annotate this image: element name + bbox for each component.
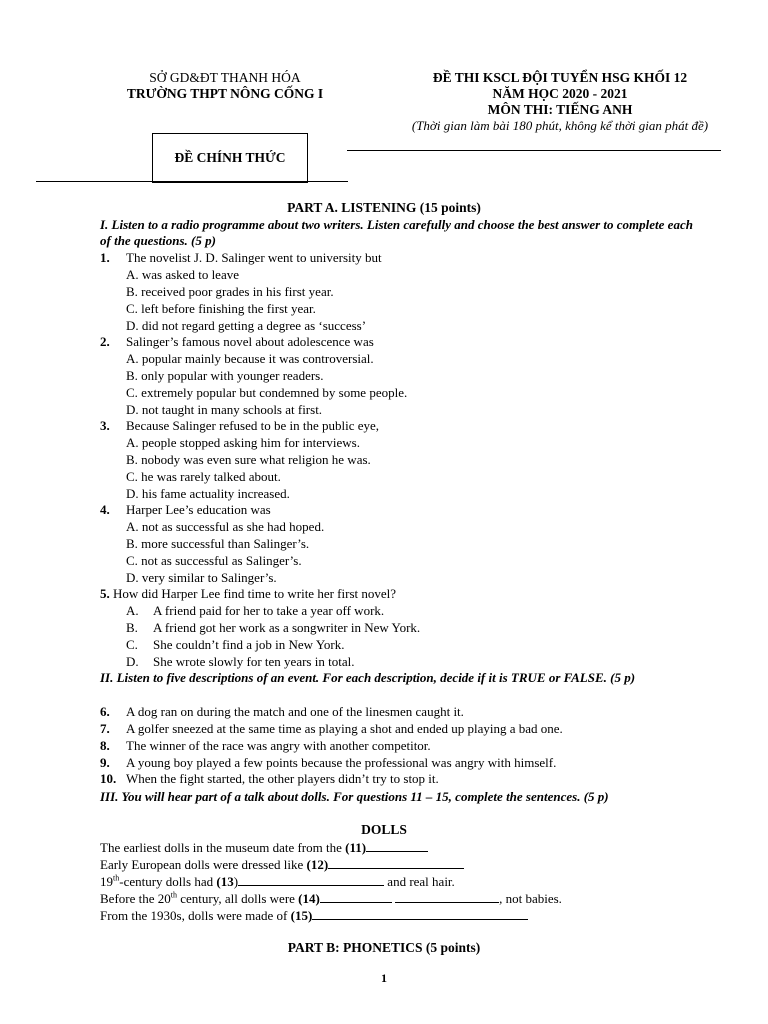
q2-option-b: B. only popular with younger readers. [126, 368, 324, 383]
time-allowed: (Thời gian làm bài 180 phút, không kể thời gian phát đề) [411, 118, 709, 133]
subject: MÔN THI: TIẾNG ANH [487, 102, 633, 117]
tf-item-8: 8. The winner of the race was angry with another competitor. [100, 738, 431, 753]
fill-sentence-15: From the 1930s, dolls were made of (15) [100, 907, 528, 924]
page-number: 1 [381, 971, 387, 985]
q1-option-d: D. did not regard getting a degree as ‘success’ [126, 318, 367, 333]
answer-blank-11[interactable] [366, 839, 428, 852]
section-1-instruction: I. Listen to a radio programme about two writers. Listen carefully and choose the best answer to complete each of the questions. (5 p) [100, 217, 693, 248]
answer-blank-14b[interactable] [395, 890, 499, 903]
exam-title: ĐỀ THI KSCL ĐỘI TUYỂN HSG KHỐI 12 [432, 70, 688, 85]
q4-option-b: B. more successful than Salinger’s. [126, 536, 310, 551]
q1-option-c: C. left before finishing the first year. [126, 301, 316, 316]
q4-option-a: A. not as successful as she had hoped. [126, 519, 325, 534]
school-name: TRƯỜNG THPT NÔNG CỐNG I [126, 86, 324, 101]
question-3: 3. Because Salinger refused to be in the public eye, [100, 418, 380, 433]
question-1: 1. The novelist J. D. Salinger went to university but [100, 250, 382, 265]
q4-option-c: C. not as successful as Salinger’s. [126, 553, 302, 568]
q1-option-b: B. received poor grades in his first year. [126, 284, 334, 299]
tf-item-7: 7. A golfer sneezed at the same time as playing a shot and ended up playing a bad one. [100, 721, 563, 736]
official-box [152, 133, 308, 183]
q5-option-d: D. She wrote slowly for ten years in total. [126, 654, 355, 669]
fill-sentence-11: The earliest dolls in the museum date from the (11) [100, 839, 428, 856]
q3-option-d: D. his fame actuality increased. [126, 486, 290, 501]
section-3-instruction: III. You will hear part of a talk about dolls. For questions 11 – 15, complete the sentences. (5 p) [100, 789, 609, 804]
q5-option-c: C. She couldn’t find a job in New York. [126, 637, 345, 652]
answer-blank-15[interactable] [312, 907, 528, 920]
q3-option-b: B. nobody was even sure what religion he was. [126, 452, 371, 467]
part-b-title: PART B: PHONETICS (5 points) [287, 940, 481, 955]
q2-option-a: A. popular mainly because it was controversial. [126, 351, 374, 366]
question-2: 2. Salinger’s famous novel about adolescence was [100, 334, 374, 349]
tf-item-6: 6. A dog ran on during the match and one of the linesmen caught it. [100, 704, 464, 719]
tf-item-9: 9. A young boy played a few points because the professional was angry with himself. [100, 755, 557, 770]
part-a-title: PART A. LISTENING (15 points) [287, 200, 481, 215]
answer-blank-13[interactable] [238, 873, 384, 886]
q3-option-c: C. he was rarely talked about. [126, 469, 281, 484]
header-left-rule [36, 181, 348, 182]
dept-name: SỞ GD&ĐT THANH HÓA [149, 70, 301, 85]
fill-sentence-13: 19th-century dolls had (13) and real hair. [100, 873, 455, 889]
q2-option-c: C. extremely popular but condemned by some people. [126, 385, 408, 400]
q3-option-a: A. people stopped asking him for interviews. [126, 435, 360, 450]
q2-option-d: D. not taught in many schools at first. [126, 402, 323, 417]
q4-option-d: D. very similar to Salinger’s. [126, 570, 277, 585]
school-year: NĂM HỌC 2020 - 2021 [492, 86, 628, 101]
fill-sentence-14: Before the 20th century, all dolls were (14) , not babies. [100, 890, 562, 906]
q1-option-a: A. was asked to leave [126, 267, 239, 282]
question-5: 5. How did Harper Lee find time to write her first novel? [100, 586, 397, 601]
answer-blank-12[interactable] [328, 856, 464, 869]
q5-option-b: B. A friend got her work as a songwriter in New York. [126, 620, 421, 635]
question-4: 4. Harper Lee’s education was [100, 502, 271, 517]
header-right-rule [347, 150, 721, 151]
tf-item-10: 10. When the fight started, the other players didn’t try to stop it. [100, 771, 439, 786]
answer-blank-14a[interactable] [320, 890, 392, 903]
dolls-title: DOLLS [361, 822, 407, 837]
section-2-instruction: II. Listen to five descriptions of an event. For each description, decide if it is TRUE or FALSE. (5 p) [100, 670, 636, 685]
q5-option-a: A. A friend paid for her to take a year off work. [126, 603, 385, 618]
official-label: ĐỀ CHÍNH THỨC [174, 150, 286, 165]
fill-sentence-12: Early European dolls were dressed like (12) [100, 856, 464, 873]
